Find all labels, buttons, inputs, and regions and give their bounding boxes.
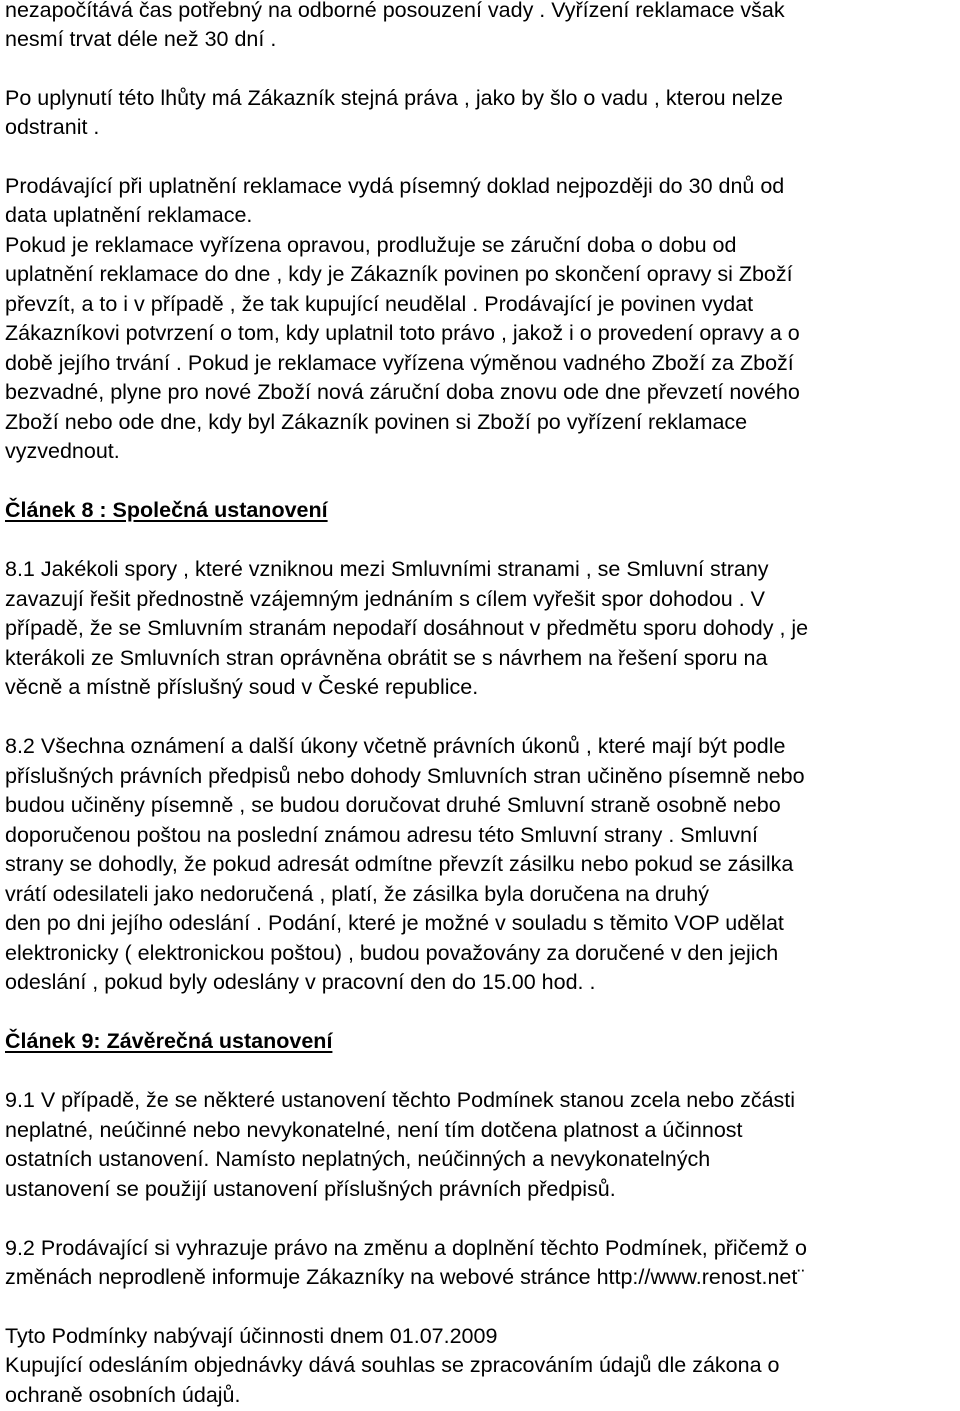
text-line: ustanovení se použijí ustanovení příslušných právních předpisů. (5, 1177, 616, 1201)
text-line: 9.1 V případě, že se některé ustanovení těchto Podmínek stanou zcela nebo zčásti (5, 1088, 796, 1112)
text-line: převzít, a to i v případě , že tak kupující neudělal . Prodávající je povinen vydat (5, 292, 754, 316)
text-line: nesmí trvat déle než 30 dní . (5, 27, 277, 51)
text-line: kterákoli ze Smluvních stran oprávněna obrátit se s návrhem na řešení sporu na (5, 646, 768, 670)
text-line: ostatních ustanovení. Namísto neplatných, neúčinných a nevykonatelných (5, 1147, 711, 1171)
text-line: Pokud je reklamace vyřízena opravou, prodlužuje se záruční doba o dobu od (5, 233, 737, 257)
text-line: Prodávající při uplatnění reklamace vydá písemný doklad nejpozději do 30 dnů od (5, 174, 785, 198)
text-line: budou učiněny písemně , se budou doručovat druhé Smluvní straně osobně nebo (5, 793, 781, 817)
text-line: Tyto Podmínky nabývají účinnosti dnem 01.07.2009 (5, 1324, 498, 1348)
text-line: zavazují řešit přednostně vzájemným jednáním s cílem vyřešit spor dohodou . V (5, 587, 766, 611)
text-line: změnách neprodleně informuje Zákazníky na webové stránce http://www.renost.net¨ (5, 1265, 805, 1289)
text-line: doporučenou poštou na poslední známou adresu této Smluvní strany . Smluvní (5, 823, 758, 847)
text-line: 8.1 Jakékoli spory , které vzniknou mezi Smluvními stranami , se Smluvní strany (5, 557, 769, 581)
text-line: Zboží nebo ode dne, kdy byl Zákazník povinen si Zboží po vyřízení reklamace (5, 410, 748, 434)
text-line: neplatné, neúčinné nebo nevykonatelné, není tím dotčena platnost a účinnost (5, 1118, 743, 1142)
text-line: Kupující odesláním objednávky dává souhlas se zpracováním údajů dle zákona o (5, 1353, 780, 1377)
text-line: ochraně osobních údajů. (5, 1383, 241, 1407)
text-line: nezapočítává čas potřebný na odborné posouzení vady . Vyřízení reklamace však (5, 0, 785, 22)
text-line: příslušných právních předpisů nebo dohody Smluvních stran učiněno písemně nebo (5, 764, 805, 788)
section-heading-article-9: Článek 9: Závěrečná ustanovení (5, 1029, 333, 1053)
section-heading-article-8: Článek 8 : Společná ustanovení (5, 498, 328, 522)
text-line: době jejího trvání . Pokud je reklamace vyřízena výměnou vadného Zboží za Zboží (5, 351, 794, 375)
text-line: den po dni jejího odeslání . Podání, které je možné v souladu s těmito VOP udělat (5, 911, 784, 935)
text-line: elektronicky ( elektronickou poštou) , budou považovány za doručené v den jejich (5, 941, 779, 965)
text-line: data uplatnění reklamace. (5, 203, 253, 227)
text-line: strany se dohodly, že pokud adresát odmítne převzít zásilku nebo pokud se zásilka (5, 852, 794, 876)
text-line: 9.2 Prodávající si vyhrazuje právo na změnu a doplnění těchto Podmínek, přičemž o (5, 1236, 807, 1260)
text-line: odstranit . (5, 115, 100, 139)
text-line: bezvadné, plyne pro nové Zboží nová záruční doba znovu ode dne převzetí nového (5, 380, 800, 404)
text-line: vyzvednout. (5, 439, 120, 463)
text-line: odeslání , pokud byly odeslány v pracovní den do 15.00 hod. . (5, 970, 596, 994)
text-line: 8.2 Všechna oznámení a další úkony včetně právních úkonů , které mají být podle (5, 734, 786, 758)
text-line: Po uplynutí této lhůty má Zákazník stejná práva , jako by šlo o vadu , kterou nelze (5, 86, 784, 110)
text-line: věcně a místně příslušný soud v České republice. (5, 675, 479, 699)
text-line: vrátí odesilateli jako nedoručená , platí, že zásilka byla doručena na druhý (5, 882, 709, 906)
text-line: uplatnění reklamace do dne , kdy je Zákazník povinen po skončení opravy si Zboží (5, 262, 793, 286)
text-line: případě, že se Smluvním stranám nepodaří dosáhnout v předmětu sporu dohody , je (5, 616, 809, 640)
text-line: Zákazníkovi potvrzení o tom, kdy uplatnil toto právo , jakož i o provedení opravy a o (5, 321, 800, 345)
